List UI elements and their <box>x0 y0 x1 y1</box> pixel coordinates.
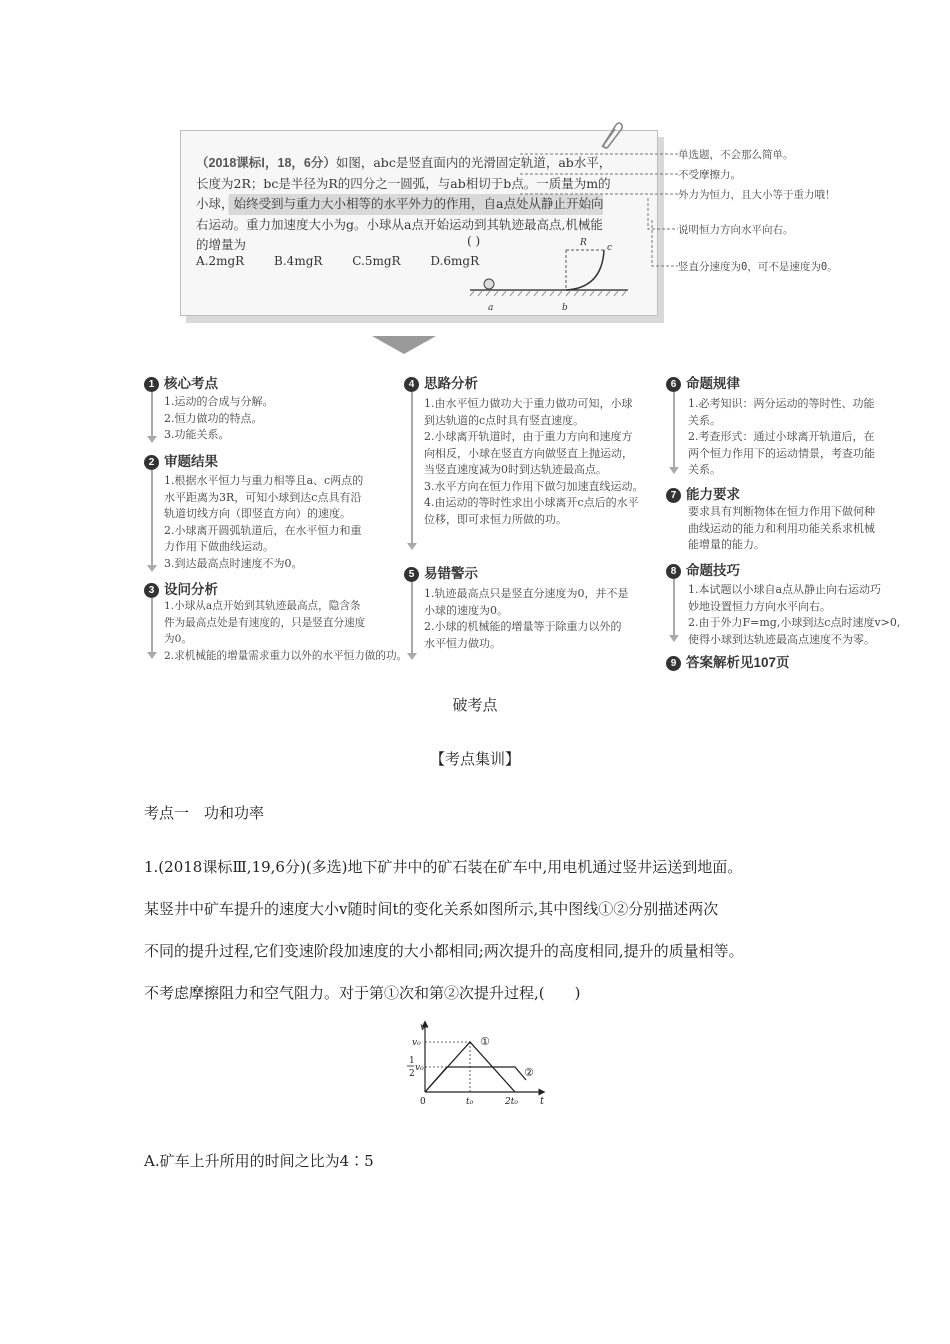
problem-line-1: 如图，abc是竖直面内的光滑固定轨道，ab水平， <box>335 155 612 170</box>
section-8-body: 1.本试题以小球自a点从静止向右运动巧 妙地设置恒力方向水平向右。 2.由于外力F=mg,小球到达c点时速度v>0, 使得小球到达轨迹最高点速度不为零。 <box>688 583 901 646</box>
section-7-body: 要求具有判断物体在恒力作用下做何种 曲线运动的能力和利用功能关系求机械 能增量的能力。 <box>688 505 875 551</box>
note-3: 外力为恒力，且大小等于重力哦！ <box>678 189 836 201</box>
heading-kao-dian-ji-xun: 【考点集训】 <box>429 750 520 768</box>
option-b: B.4mgR <box>274 254 323 268</box>
section-2-body: 1.根据水平恒力与重力相等且a、c两点的 水平距离为3R，可知小球到达c点具有沿 轨道切线方向（即竖直方向）的速度。 2.小球离开圆弧轨道后，在水平恒力和重 力作用下做曲线运动。 3.到达最高点时速度不为0。 <box>164 474 364 570</box>
section-5-body: 1.轨迹最高点只是竖直分速度为0，并不是 小球的速度为0。 2.小球的机械能的增量等于除重力以外的 水平恒力做功。 <box>424 587 629 650</box>
problem-line-4: 右运动。重力加速度大小为g。小球从a点开始运动到其轨迹最高点,机械能 <box>196 216 603 232</box>
question-line-1: 1.(2018课标Ⅲ,19,6分)(多选)地下矿井中的矿石装在矿车中,用电机通过竖井运送到地面。 <box>144 858 743 876</box>
problem-line-5: 的增量为 <box>196 237 247 252</box>
question-line-2: 某竖井中矿车提升的速度大小v随时间t的变化关系如图所示,其中图线①②分别描述两次 <box>144 900 719 918</box>
tick-half-den: 2 <box>409 1069 415 1079</box>
ball <box>484 279 494 289</box>
note-2: 不受摩擦力。 <box>678 169 741 181</box>
tick-origin: 0 <box>420 1097 426 1107</box>
option-a: A.2mgR <box>196 254 245 268</box>
vt-graph <box>400 1020 550 1110</box>
section-4-heading: 4 思路分析 <box>404 372 478 392</box>
option-d: D.6mgR <box>430 254 480 268</box>
section-5-heading: 5 易错警示 <box>404 562 478 582</box>
label-a: a <box>488 303 494 313</box>
question-line-4: 不考虑摩擦阻力和空气阻力。对于第①次和第②次提升过程,( ) <box>144 984 581 1002</box>
curve-label-1: ① <box>480 1035 490 1048</box>
note-1: 单选题，不会那么简单。 <box>678 149 794 161</box>
axis-label-v: v <box>420 1022 426 1033</box>
section-9-heading: 9 答案解析见107页 <box>666 651 790 671</box>
question-line-3: 不同的提升过程,它们变速阶段加速度的大小都相同;两次提升的高度相同,提升的质量相等。 <box>144 942 744 960</box>
paperclip-icon <box>596 121 624 151</box>
section-3-body: 1.小球从a点开始到其轨迹最高点，隐含条 件为最高点处是有速度的，只是竖直分速度 为0。 2.求机械能的增量需求重力以外的水平恒力做的功。 <box>164 600 408 662</box>
section-8-heading: 8 命题技巧 <box>666 559 740 579</box>
section-1-heading: 1 核心考点 <box>144 372 218 392</box>
label-b: b <box>562 303 568 313</box>
option-a-text: A.矿车上升所用的时间之比为4∶5 <box>144 1152 374 1170</box>
tick-2t0: 2t₀ <box>505 1097 518 1107</box>
section-2-heading: 2 审题结果 <box>144 450 218 470</box>
tick-half-num: 1 <box>409 1056 415 1066</box>
section-6-body: 1.必考知识：两分运动的等时性、功能 关系。 2.考查形式：通过小球离开轨道后，在 两个恒力作用下的运动情景，考查功能 关系。 <box>688 397 875 476</box>
ground-hatch <box>470 291 626 296</box>
heading-kao-dian-yi: 考点一 功和功率 <box>144 804 265 822</box>
down-arrow <box>372 336 436 354</box>
problem-source: （2018课标Ⅰ，18，6分） <box>196 156 336 170</box>
label-R: R <box>580 238 587 248</box>
heading-po-kao-dian: 破考点 <box>452 696 498 714</box>
section-3-heading: 3 设问分析 <box>144 578 218 598</box>
tick-t0: t₀ <box>466 1097 474 1107</box>
tick-half-v: v₀ <box>415 1063 424 1073</box>
section-6-heading: 6 命题规律 <box>666 372 740 392</box>
note-connectors <box>520 148 680 272</box>
problem-line-3: 小球，始终受到与重力大小相等的水平外力的作用，自a点处从静止开始向 <box>196 194 603 215</box>
note-5: 竖直分速度为0，可不是速度为0。 <box>678 261 838 273</box>
tick-v0: v₀ <box>412 1038 421 1048</box>
option-c: C.5mgR <box>352 254 401 268</box>
section-7-heading: 7 能力要求 <box>666 483 740 503</box>
problem-options <box>196 254 505 268</box>
note-4: 说明恒力方向水平向右。 <box>678 224 794 236</box>
answer-paren: ( ) <box>467 234 481 248</box>
axis-label-t: t <box>540 1096 545 1107</box>
section-4-body: 1.由水平恒力做功大于重力做功可知，小球 到达轨道的c点时具有竖直速度。 2.小球离开轨道时，由于重力方向和速度方 向相反，小球在竖直方向做竖直上抛运动， 当竖直速度减为0时到达轨迹最高点。 3.水平方向在恒力作用下做匀加速直线运动。 4.由运动的等时性求出小球离开c点后的水平 位移，即可求恒力所做的功。 <box>424 397 644 526</box>
section-1-body: 1.运动的合成与分解。 2.恒力做功的特点。 3.功能关系。 <box>164 395 274 441</box>
problem-line-2: 长度为2R；bc是半径为R的四分之一圆弧，与ab相切于b点。一质量为m的 <box>196 175 611 191</box>
label-c: c <box>607 243 613 253</box>
curve-label-2: ② <box>524 1066 534 1079</box>
